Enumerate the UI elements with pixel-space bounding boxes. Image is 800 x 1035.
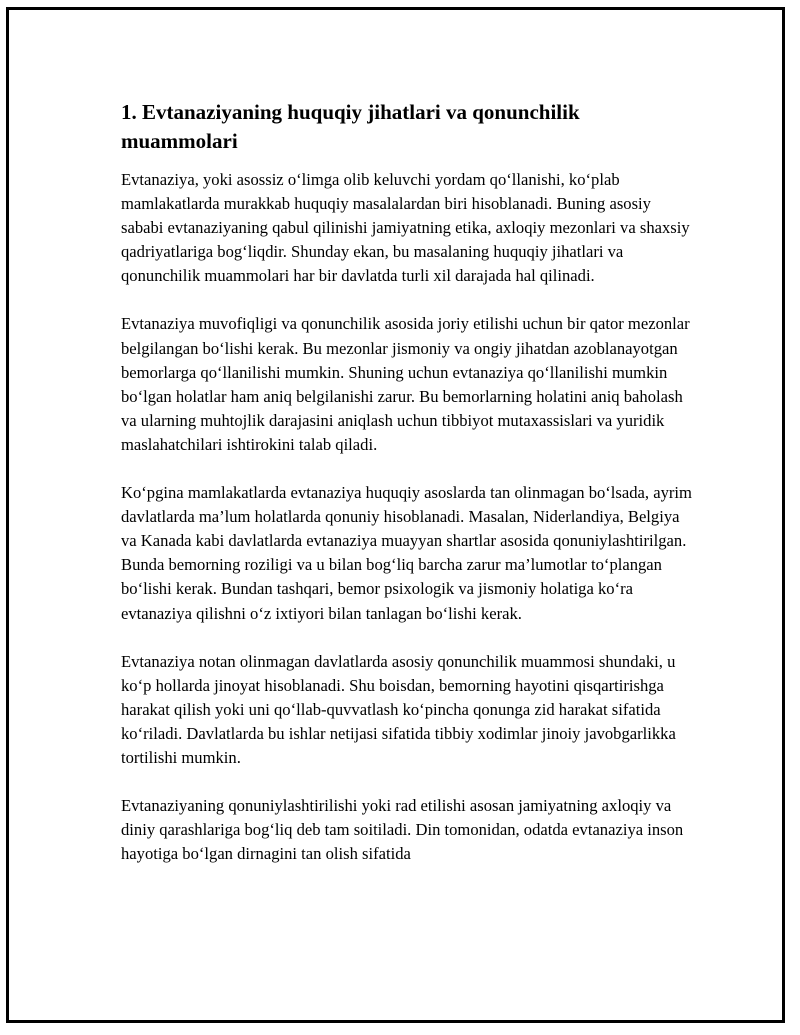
- paragraph-4: Evtanaziya notan olinmagan davlatlarda asosiy qonunchilik muammosi shundaki, u ko‘p hollarda jinoyat hisoblanadi. Shu boisdan, bemorning hayotini qisqartirishga harakat qilish yoki uni qo‘llab-quvvatlash ko‘pincha qonunga zid harakat sifatida ko‘riladi. Davlatlarda bu ishlar netijasi sifatida tibbiy xodimlar jinoiy javobgarlikka tortilishi mumkin.: [121, 651, 676, 767]
- document-body: [121, 98, 696, 890]
- paragraph-2: Evtanaziya muvofiqligi va qonunchilik asosida joriy etilishi uchun bir qator mezonlar belgilangan bo‘lishi kerak. Bu mezonlar jismoniy va ongiy jihatdan azoblanayotgan bemorlarga qo‘llanilishi mumkin. Shuning uchun evtanaziya qo‘llanilishi mumkin bo‘lgan holatlar ham aniq belgilanishi zarur. Bu bemorlarning holatini aniq baholash va ularning muhtojlik darajasini aniqlash uchun tibbiyot mutaxassislari va yuridik maslahatchilari ishtirokini talab qiladi.: [121, 314, 690, 454]
- paragraph-3: Ko‘pgina mamlakatlarda evtanaziya huquqiy asoslarda tan olinmagan bo‘lsada, ayrim davlatlarda ma’lum holatlarda qonuniy hisoblanadi. Masalan, Niderlandiya, Belgiya va Kanada kabi davlatlarda evtanaziya muayyan shartlar asosida qonuniylashtirilgan. Bunda bemorning roziligi va u bilan bog‘liq barcha zarur ma’lumotlar to‘plangan bo‘lishi kerak. Bundan tashqari, bemor psixologik va jismoniy holatiga ko‘ra evtanaziya qilishni o‘z ixtiyori bilan tanlagan bo‘lishi kerak.: [121, 483, 692, 623]
- document-page: [6, 7, 785, 1023]
- paragraph-1: Evtanaziya, yoki asossiz o‘limga olib keluvchi yordam qo‘llanishi, ko‘plab mamlakatlarda murakkab huquqiy masalalardan biri hisoblanadi. Buning asosiy sababi evtanaziyaning qabul qilinishi jamiyatning etika, axloqiy mezonlari va shaxsiy qadriyatlariga bog‘liqdir. Shunday ekan, bu masalaning huquqiy jihatlari va qonunchilik muammolari har bir davlatda turli xil darajada hal qilinadi.: [121, 170, 690, 286]
- paragraph-5: Evtanaziyaning qonuniylashtirilishi yoki rad etilishi asosan jamiyatning axloqiy va diniy qarashlariga bog‘liq deb tam soitiladi. Din tomonidan, odatda evtanaziya inson hayotiga bo‘lgan dirnagini tan olish sifatida: [121, 796, 684, 864]
- section-heading: 1. Evtanaziyaning huquqiy jihatlari va qonunchilik muammolari: [121, 100, 580, 153]
